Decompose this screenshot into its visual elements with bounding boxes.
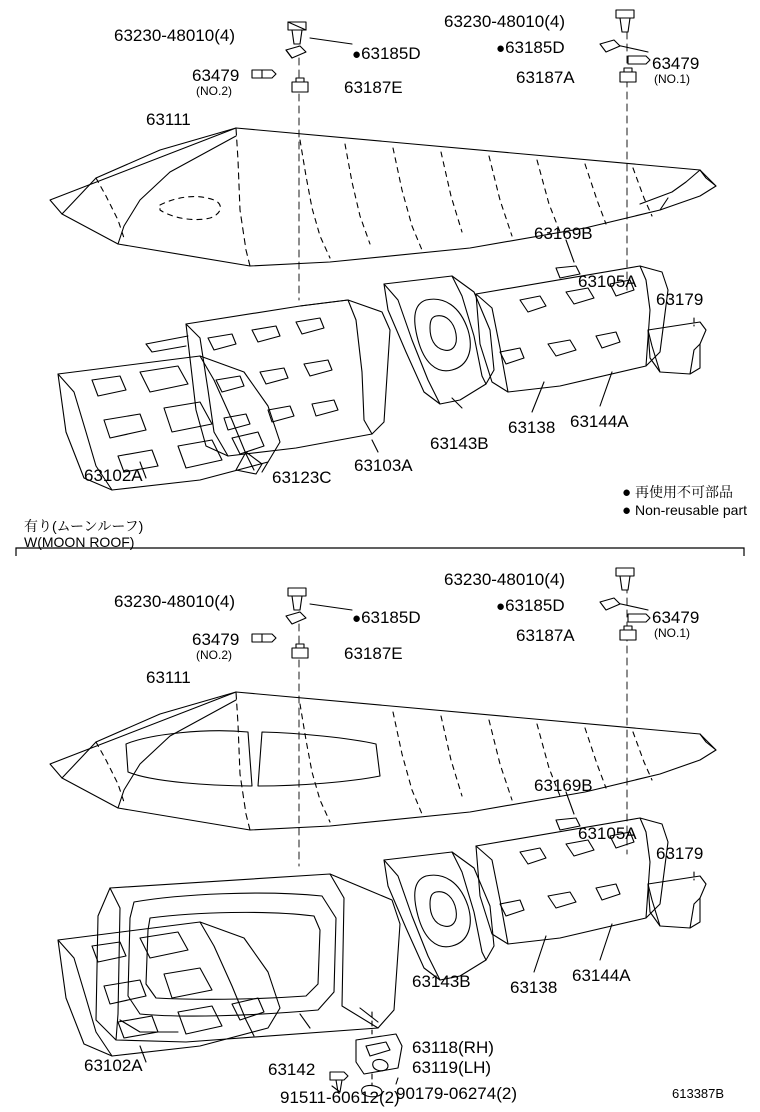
- part-label: 63103A: [354, 456, 413, 475]
- part-label: 63105A: [578, 824, 637, 843]
- part-label: 90179-06274(2): [396, 1084, 517, 1103]
- part-label: 63179: [656, 844, 704, 863]
- part-label-note: (NO.1): [654, 626, 690, 640]
- part-label: 63142: [268, 1060, 316, 1079]
- part-label: 63102A: [84, 1056, 143, 1075]
- part-label-63185d-right-mr: ●63185D: [496, 596, 565, 615]
- part-label: 63138: [510, 978, 558, 997]
- section-title-en: W(MOON ROOF): [24, 534, 135, 550]
- part-label: 63143B: [412, 972, 471, 991]
- part-label: 63187A: [516, 626, 575, 645]
- part-label: 63479: [652, 54, 700, 73]
- part-label: 63123C: [272, 468, 332, 487]
- part-label: 63111: [146, 110, 191, 129]
- part-label: 63179: [656, 290, 704, 309]
- part-label-note: (NO.2): [196, 648, 232, 662]
- legend-non-reusable-en: ● Non-reusable part: [622, 502, 748, 519]
- part-label: 63144A: [570, 412, 629, 431]
- part-label-note: (NO.1): [654, 72, 690, 86]
- part-label: 63230-48010(4): [444, 12, 565, 31]
- part-label: 63102A: [84, 466, 143, 485]
- part-label: 63111: [146, 668, 191, 687]
- part-label: 63169B: [534, 224, 593, 243]
- part-label: 63118(RH): [412, 1038, 494, 1057]
- part-label: 63143B: [430, 434, 489, 453]
- part-label: 63144A: [572, 966, 631, 985]
- part-label: 63187E: [344, 644, 403, 663]
- part-label: 63230-48010(4): [114, 592, 235, 611]
- section-title-jp: 有り(ムーンルーフ): [24, 518, 144, 534]
- part-label: 63479: [192, 630, 240, 649]
- part-label-note: (NO.2): [196, 84, 232, 98]
- part-label: 63187E: [344, 78, 403, 97]
- part-label: 63479: [652, 608, 700, 627]
- part-label: 63479: [192, 66, 240, 85]
- part-label: 63230-48010(4): [444, 570, 565, 589]
- part-label: 63169B: [534, 776, 593, 795]
- part-label: 63187A: [516, 68, 575, 87]
- part-label-63185d-right: ●63185D: [496, 38, 565, 57]
- part-label: 63138: [508, 418, 556, 437]
- part-label: 63105A: [578, 272, 637, 291]
- part-label: 63230-48010(4): [114, 26, 235, 45]
- part-label: 91511-60612(2): [280, 1088, 400, 1107]
- part-label-63185d-left: ●63185D: [352, 44, 421, 63]
- figure-code: 613387B: [672, 1086, 725, 1101]
- part-label-63185d-left-mr: ●63185D: [352, 608, 421, 627]
- part-label: 63119(LH): [412, 1058, 492, 1077]
- legend-non-reusable-jp: ● 再使用不可部品: [622, 484, 733, 501]
